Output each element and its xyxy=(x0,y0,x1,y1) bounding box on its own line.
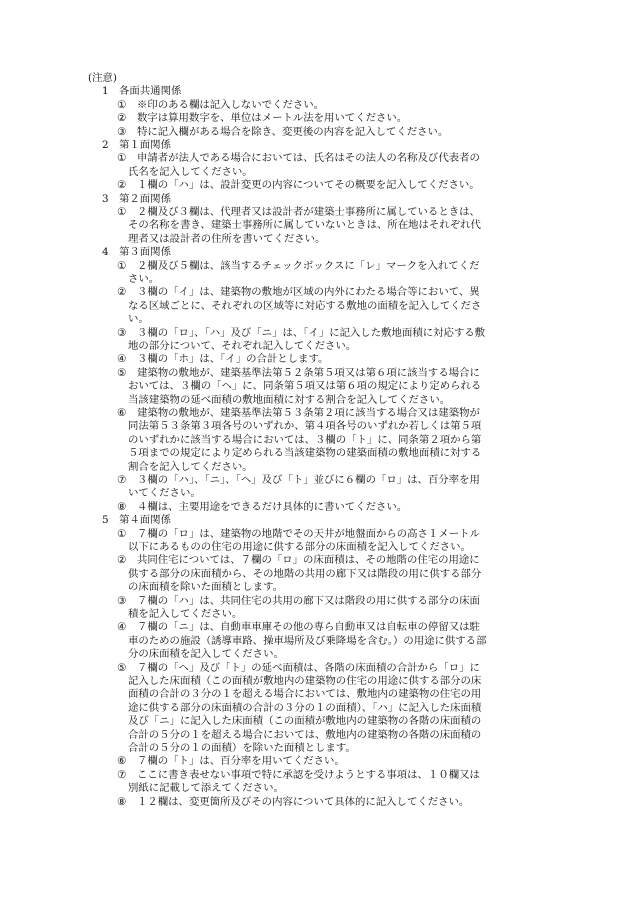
item-text-continuation: 及び「ニ」に記入した床面積（この面積が敷地内の建築物の各階の床面積の xyxy=(128,715,482,728)
item-number: ⑦ xyxy=(117,768,127,781)
item-text-continuation: 面積の合計の３分の１を超える場合においては、敷地内の建築物の住宅の用 xyxy=(128,688,482,701)
item-number: ② xyxy=(117,554,127,567)
item-text-continuation: 分の床面積を記入してください。 xyxy=(128,648,284,661)
item-number: ② xyxy=(117,112,127,125)
item-number: ⑧ xyxy=(117,500,127,513)
item-text-continuation: 車のための施設（誘導車路、操車場所及び乗降場を含む。）の用途に供する部 xyxy=(128,634,487,647)
item-text-continuation: 途に供する部分の床面積の合計の３分の１の面積）、「ハ」に記入した床面積 xyxy=(128,701,482,714)
section-title: 5 第４面関係 xyxy=(102,514,171,527)
item-text: ２欄及び５欄は、該当するチェックボックスに「レ」マークを入れてくだ xyxy=(137,259,480,272)
item-number: ① xyxy=(117,527,127,540)
item-number: ⑧ xyxy=(117,795,127,808)
item-text: 申請者が法人である場合においては、氏名はその法人の名称及び代表者の xyxy=(137,152,480,165)
item-text-continuation: 合計の５分の１を超える場合においては、敷地内の建築物の各階の床面積の xyxy=(128,728,482,741)
section-title: 1 各面共通関係 xyxy=(102,85,182,98)
item-number: ⑤ xyxy=(117,366,127,379)
item-text-continuation: ５項までの規定により定められる当該建築物の建築面積の敷地面積に対する xyxy=(128,447,482,460)
item-number: ① xyxy=(117,259,127,272)
item-text: ３欄の「ホ」は、「イ」の合計とします。 xyxy=(137,353,329,366)
item-text-continuation: い。 xyxy=(128,313,149,326)
item-number: ⑥ xyxy=(117,755,127,768)
section-title: 4 第３面関係 xyxy=(102,246,171,259)
item-text: ３欄の「イ」は、建築物の敷地が区域の内外にわたる場合等において、異 xyxy=(137,286,480,299)
item-text-continuation: おいては、３欄の「ヘ」に、同条第５項又は第６項の規定により定められる xyxy=(128,380,482,393)
item-text: 数字は算用数字を、単位はメートル法を用いてください。 xyxy=(137,112,408,125)
item-number: ③ xyxy=(117,594,127,607)
item-number: ① xyxy=(117,98,127,111)
item-number: ③ xyxy=(117,326,127,339)
item-text: 建築物の敷地が、建築基準法第５３条第２項に該当する場合又は建築物が xyxy=(137,407,480,419)
item-text: ７欄の「ロ」は、建築物の地階でその天井が地盤面からの高さ１メートル xyxy=(137,527,480,540)
item-number: ② xyxy=(117,179,127,192)
item-text-continuation: 別紙に記載して添えてください。 xyxy=(128,782,284,795)
item-text-continuation: の床面積を除いた面積とします。 xyxy=(128,581,284,594)
item-text-continuation: その名称を書き、建築士事務所に属していないときは、所在地はそれぞれ代 xyxy=(128,219,481,232)
item-text: 建築物の敷地が、建築基準法第５２条第５項又は第６項に該当する場合に xyxy=(137,366,480,379)
item-text: ※印のある欄は記入しないでください。 xyxy=(137,98,325,111)
item-text: ７欄の「ハ」は、共同住宅の共用の廊下又は階段の用に供する部分の床面 xyxy=(137,594,480,607)
item-number: ⑦ xyxy=(117,474,127,486)
item-text-continuation: 合計の５分の１の面積）を除いた面積とします。 xyxy=(128,742,356,754)
item-text: ７欄の「ト」は、百分率を用いてください。 xyxy=(137,755,345,768)
item-text: ここに書き表せない事項で特に承認を受けようとする事項は、１０欄又は xyxy=(137,768,480,781)
item-number: ② xyxy=(117,286,127,299)
item-text-continuation: 割合を記入してください。 xyxy=(128,460,253,473)
item-number: ④ xyxy=(117,621,127,634)
item-text-continuation: 供する部分の床面積から、その地階の共用の廊下又は階段の用に供する部分 xyxy=(128,567,482,580)
item-text: ４欄は、主要用途をできるだけ具体的に書いてください。 xyxy=(137,500,408,513)
item-text-continuation: 積を記入してください。 xyxy=(128,608,243,620)
item-text: １２欄は、変更箇所及びその内容について具体的に記入してください。 xyxy=(137,795,470,808)
item-text-continuation: なる区域ごとに、それぞれの区域等に対応する敷地の面積を記入してくださ xyxy=(128,299,482,312)
item-text: ７欄の「ヘ」及び「ト」の延べ面積は、各階の床面積の合計から「ロ」に xyxy=(137,661,480,674)
item-text: １欄の「ハ」は、設計変更の内容についてその概要を記入してください。 xyxy=(137,179,480,192)
item-text-continuation: のいずれかに該当する場合においては、３欄の「ト」に、同条第２項から第 xyxy=(128,433,482,446)
item-number: ⑤ xyxy=(117,661,127,674)
item-text-continuation: 同法第５３条第３項各号のいずれか、第４項各号のいずれか若しくは第５項 xyxy=(128,420,482,433)
item-text-continuation: 記入した床面積（この面積が敷地内の建築物の住宅の用途に供する部分の床 xyxy=(128,675,482,687)
item-text-continuation: 理者又は設計者の住所を書いてください。 xyxy=(128,232,326,245)
item-text: ２欄及び３欄は、代理者又は設計者が建築士事務所に属しているときは、 xyxy=(137,206,480,218)
item-text-continuation: さい。 xyxy=(128,273,160,285)
item-number: ① xyxy=(117,152,127,165)
item-number: ① xyxy=(117,206,127,218)
item-number: ⑥ xyxy=(117,407,127,419)
item-number: ④ xyxy=(117,353,127,366)
item-text-continuation: いてください。 xyxy=(128,487,201,500)
item-text: ３欄の「ロ」、「ハ」及び「ニ」は、「イ」に記入した敷地面積に対応する敷 xyxy=(137,326,486,339)
item-text-continuation: 当該建築物の延べ面積の敷地面積に対する割合を記入してください。 xyxy=(128,393,451,406)
item-text: 特に記入欄がある場合を除き、変更後の内容を記入してください。 xyxy=(137,125,449,138)
section-title: 3 第２面関係 xyxy=(102,192,171,205)
section-title: 2 第１面関係 xyxy=(102,139,171,151)
item-text: ３欄の「ハ」、「ニ」、「ヘ」及び「ト」並びに６欄の「ロ」は、百分率を用 xyxy=(137,474,480,486)
item-text: 共同住宅については、７欄の「ロ」の床面積は、その地階の住宅の用途に xyxy=(137,554,480,567)
item-text-continuation: 地の部分について、それぞれ記入してください。 xyxy=(128,340,357,352)
item-number: ③ xyxy=(117,125,127,138)
item-text-continuation: 以下にあるものの住宅の用途に供する部分の床面積を記入してください。 xyxy=(128,541,471,553)
item-text: ７欄の「ニ」は、自動車車庫その他の専ら自動車又は自転車の停留又は駐 xyxy=(137,621,480,634)
item-text-continuation: 氏名を記入してください。 xyxy=(128,165,253,178)
note-title: (注意) xyxy=(88,72,117,84)
